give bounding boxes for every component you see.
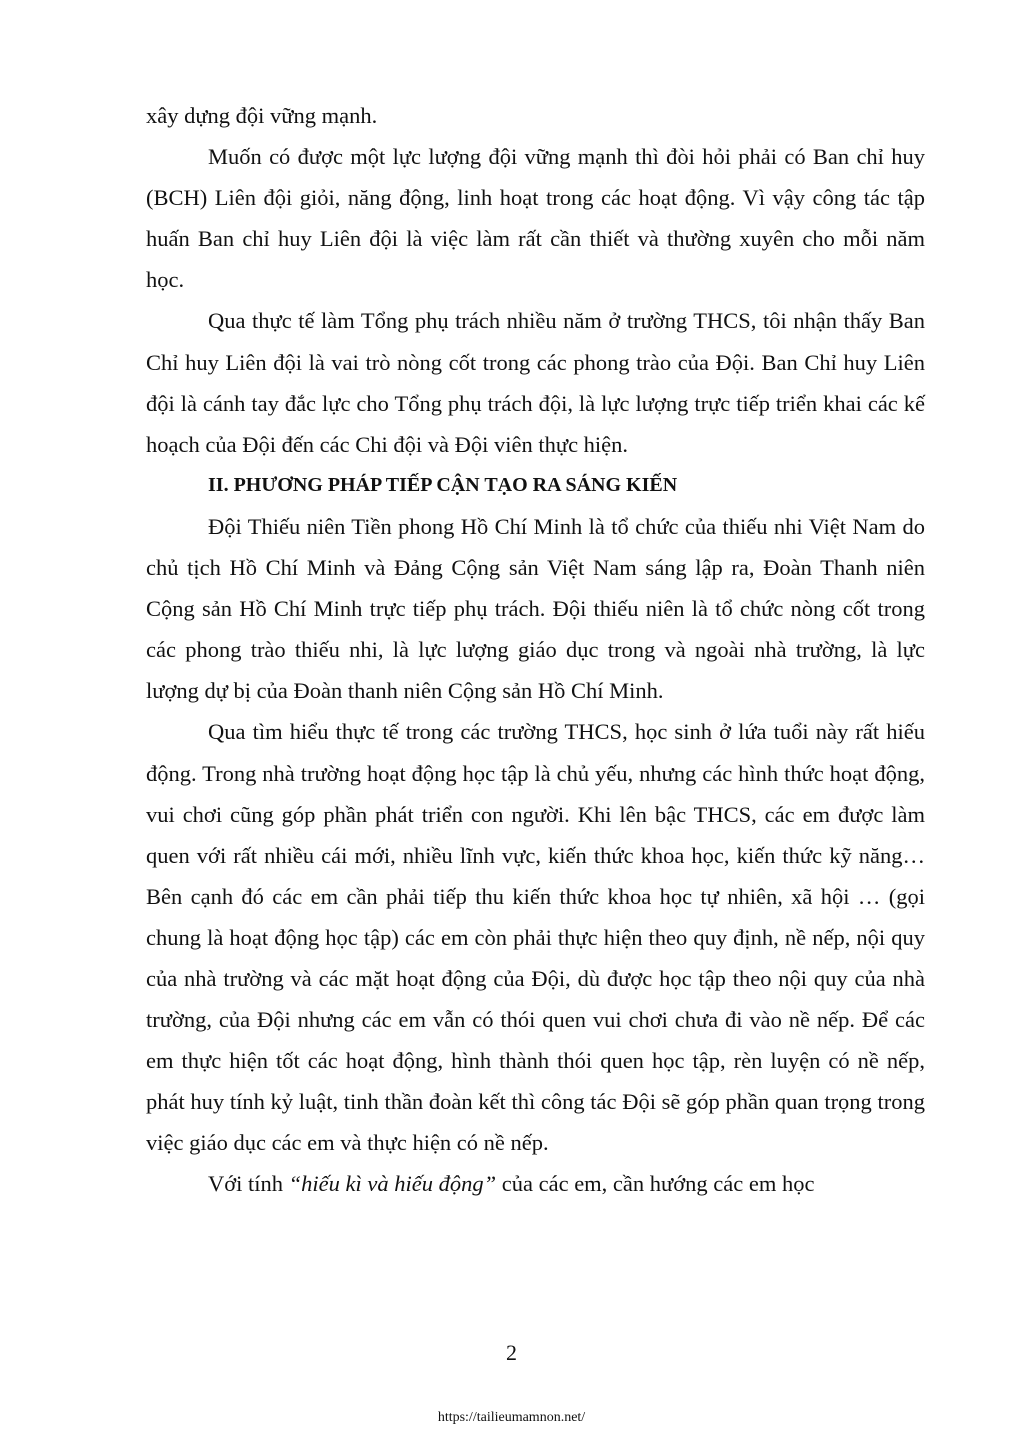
text-run: Với tính bbox=[208, 1171, 289, 1197]
paragraph: Đội Thiếu niên Tiền phong Hồ Chí Minh là tổ chức của thiếu nhi Việt Nam do chủ tịch Hồ Chí Minh và Đảng Cộng sản Việt Nam sáng lập ra, Đoàn Thanh niên Cộng sản Hồ Chí Minh trực tiếp phụ trách. Đội thiếu niên là tổ chức nòng cốt trong các phong trào thiếu nhi, là lực lượng giáo dục trong và ngoài nhà trường, là lực lượng dự bị của Đoàn thanh niên Cộng sản Hồ Chí Minh. bbox=[146, 513, 925, 704]
italic-quote: “hiếu kì và hiếu động” bbox=[288, 1171, 497, 1197]
footer-url: https://tailieumamnon.net/ bbox=[437, 1410, 586, 1425]
paragraph: Qua tìm hiểu thực tế trong các trường THCS, học sinh ở lứa tuổi này rất hiếu động. Trong nhà trường hoạt động học tập là chủ yếu, nhưng các hình thức hoạt động, vui chơi cũng góp phần phát triển con người. Khi lên bậc THCS, các em được làm quen với rất nhiều cái mới, nhiều lĩnh vực, kiến thức khoa học, kiến thức kỹ năng…Bên cạnh đó các em cần phải tiếp thu kiến thức khoa học tự nhiên, xã hội … (gọi chung là hoạt động học tập) các em còn phải thực hiện theo quy định, nề nếp, nội quy của nhà trường và các mặt hoạt động của Đội, dù được học tập theo nội quy của nhà trường, của Đội nhưng các em vẫn có thói quen vui chơi chưa đi vào nề nếp. Để các em thực hiện tốt các hoạt động, hình thành thói quen học tập, rèn luyện có nề nếp, phát huy tính kỷ luật, tinh thần đoàn kết thì công tác Đội sẽ góp phần quan trọng trong việc giáo dục các em và thực hiện có nề nếp. bbox=[146, 719, 925, 1156]
paragraph: xây dựng đội vững mạnh. bbox=[146, 103, 378, 128]
paragraph: Qua thực tế làm Tổng phụ trách nhiều năm ở trường THCS, tôi nhận thấy Ban Chỉ huy Liên đội là vai trò nòng cốt trong các phong trào của Đội. Ban Chỉ huy Liên đội là cánh tay đắc lực cho Tổng phụ trách đội, là lực lượng trực tiếp triển khai các kế hoạch của Đội đến các Chi đội và Đội viên thực hiện. bbox=[146, 308, 925, 457]
last-paragraph bbox=[146, 1163, 925, 1204]
page-number: 2 bbox=[506, 1340, 517, 1365]
section-heading: II. PHƯƠNG PHÁP TIẾP CẬN TẠO RA SÁNG KIẾN bbox=[208, 473, 678, 496]
document-body bbox=[146, 95, 925, 1205]
paragraph: Muốn có được một lực lượng đội vững mạnh thì đòi hỏi phải có Ban chỉ huy (BCH) Liên đội giỏi, năng động, linh hoạt trong các hoạt động. Vì vậy công tác tập huấn Ban chỉ huy Liên đội là việc làm rất cần thiết và thường xuyên cho mỗi năm học. bbox=[146, 144, 925, 293]
text-run: của các em, cần hướng các em học bbox=[496, 1171, 815, 1197]
